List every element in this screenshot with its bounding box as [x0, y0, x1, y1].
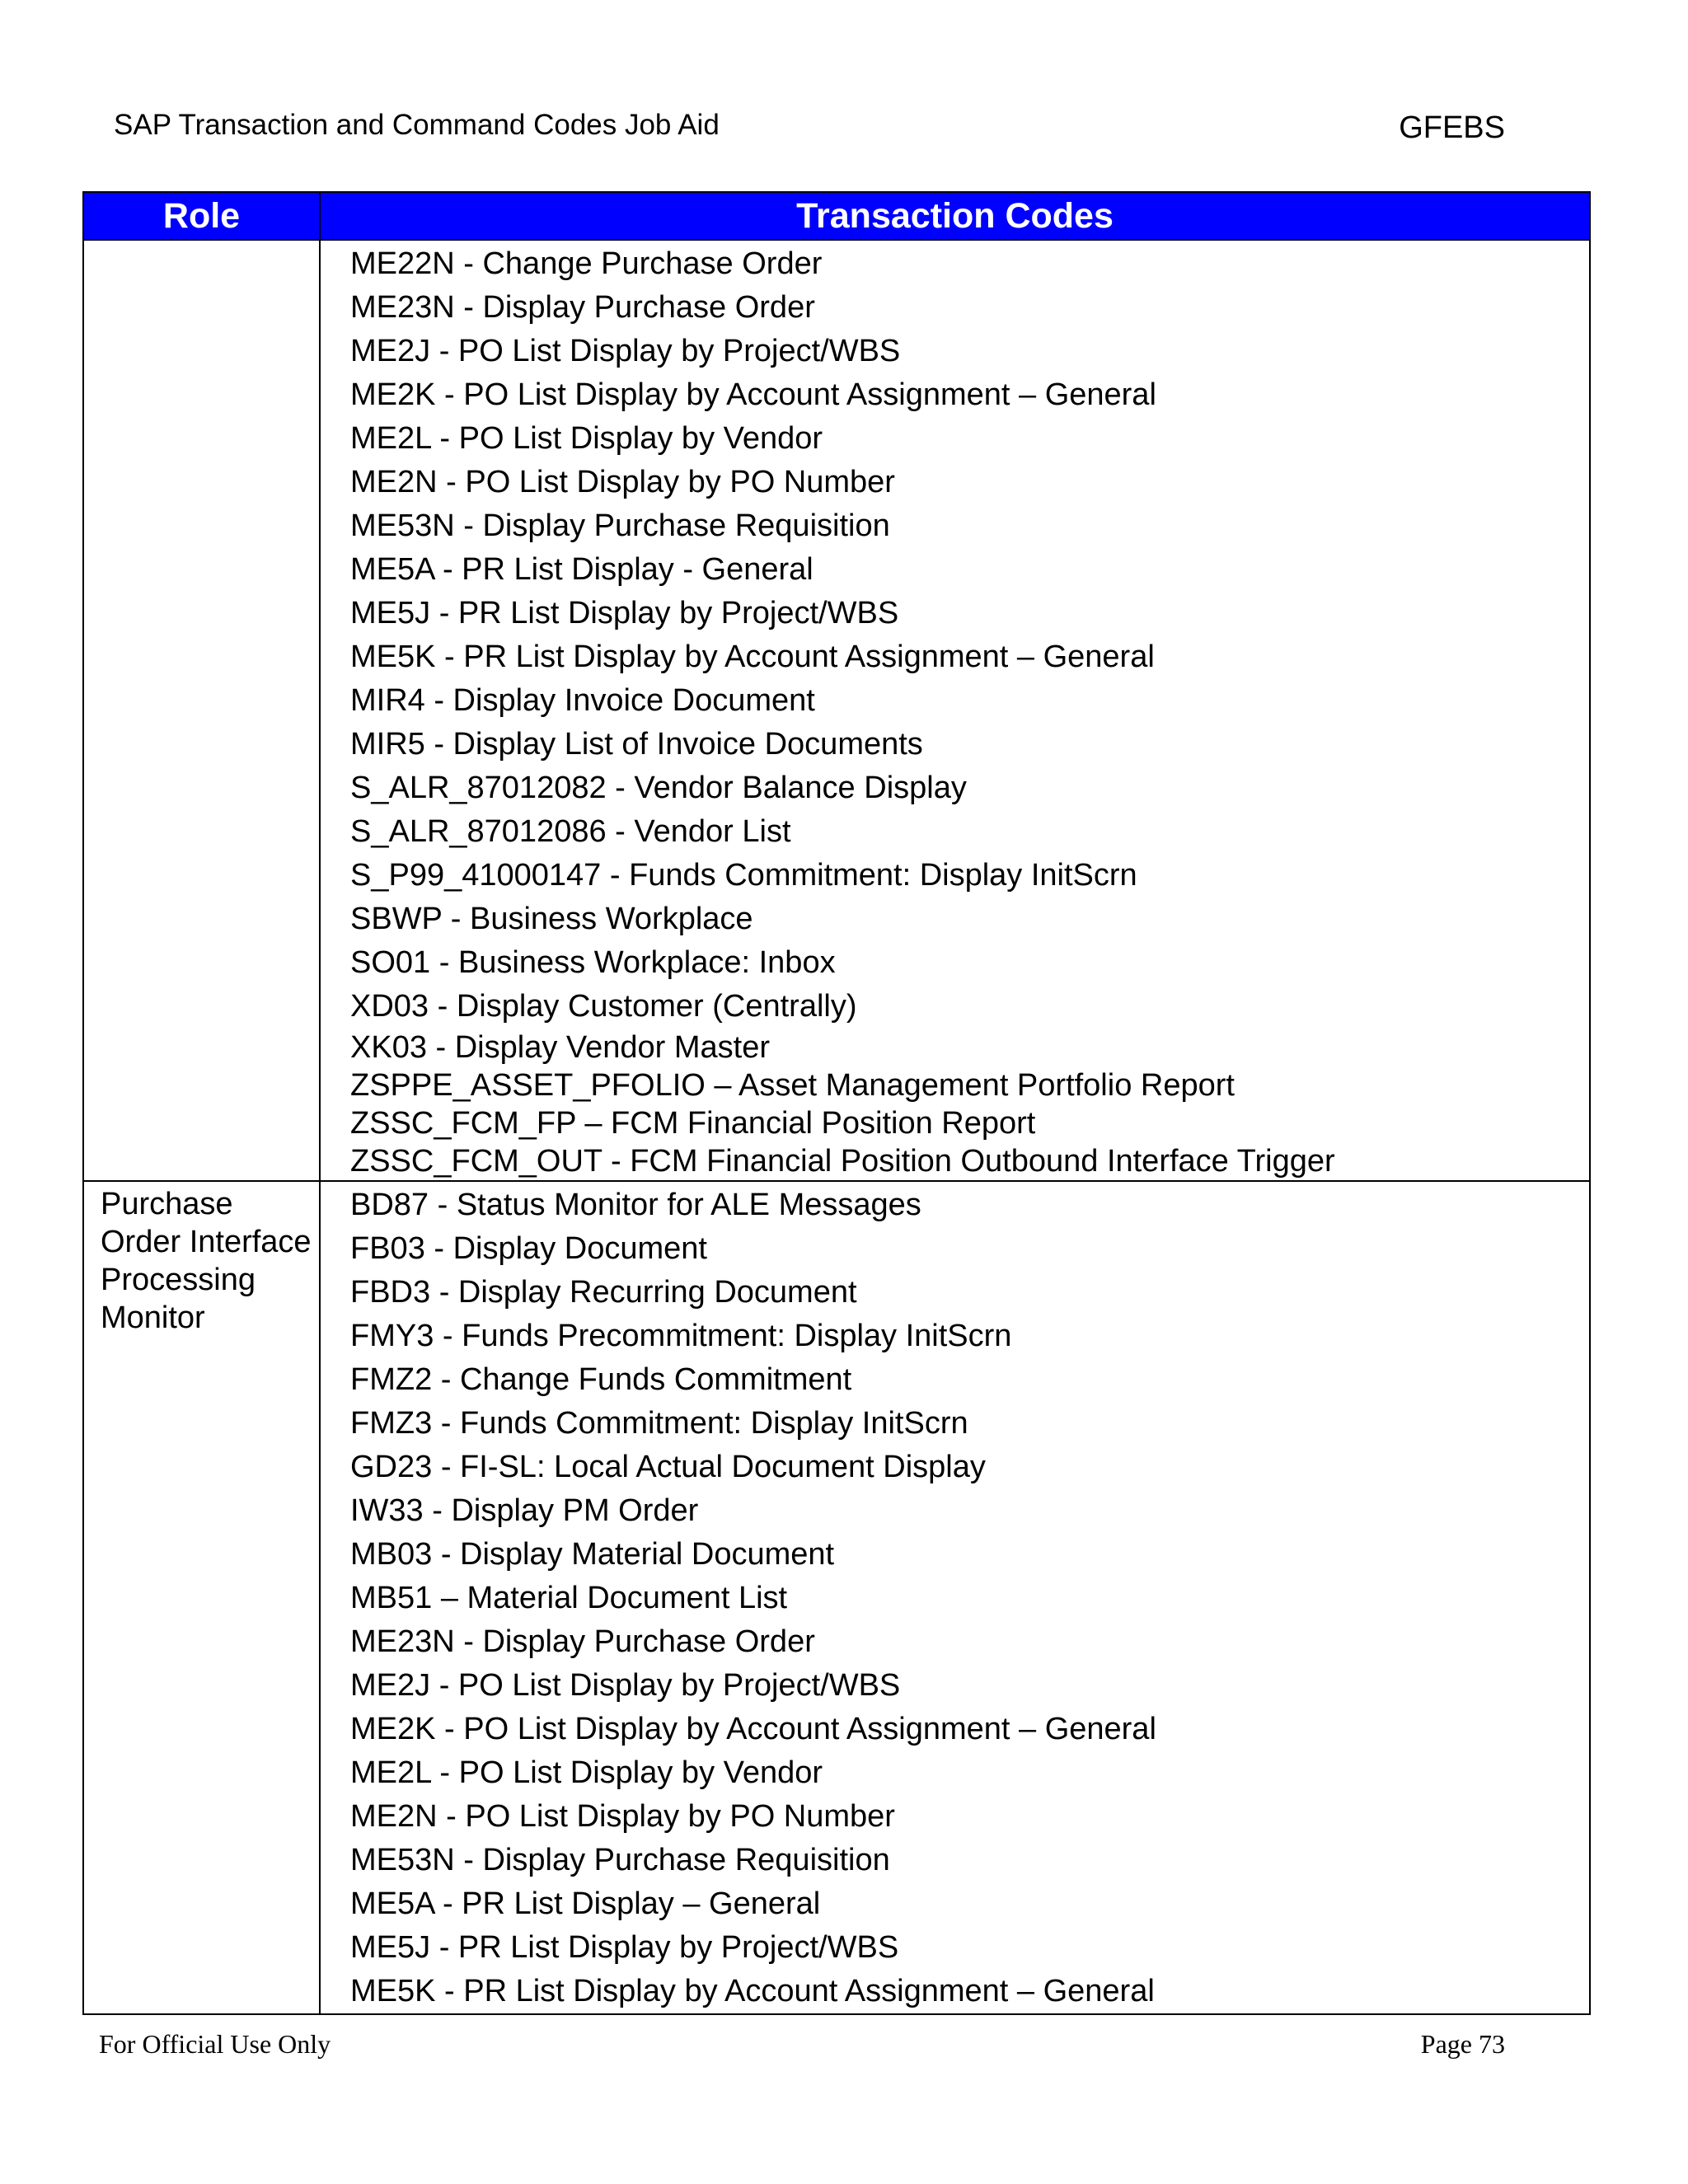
code-item: S_P99_41000147 - Funds Commitment: Display InitScrn — [350, 858, 1137, 893]
code-item: ME2L - PO List Display by Vendor — [350, 1755, 823, 1790]
code-item: ME5K - PR List Display by Account Assignment – General — [350, 640, 1155, 674]
code-item: MB51 – Material Document List — [350, 1581, 788, 1615]
transaction-codes-table — [82, 191, 1591, 2015]
code-item: ME5K - PR List Display by Account Assignment – General — [350, 1974, 1155, 2008]
page-header — [114, 105, 1505, 147]
code-item: FMZ2 - Change Funds Commitment — [350, 1362, 852, 1397]
code-item: S_ALR_87012082 - Vendor Balance Display — [350, 771, 967, 805]
code-item: ME5A - PR List Display - General — [350, 552, 814, 587]
code-item: GD23 - FI-SL: Local Actual Document Display — [350, 1450, 986, 1484]
code-item: ME2N - PO List Display by PO Number — [350, 465, 895, 499]
classification-label: For Official Use Only — [99, 2029, 331, 2059]
code-item: SBWP - Business Workplace — [350, 902, 753, 936]
code-item: ME2J - PO List Display by Project/WBS — [350, 1668, 901, 1703]
code-item: FB03 - Display Document — [350, 1231, 707, 1266]
code-item: MIR5 - Display List of Invoice Documents — [350, 727, 923, 762]
code-item: ZSSC_FCM_FP – FCM Financial Position Report — [350, 1106, 1036, 1141]
code-item: FMY3 - Funds Precommitment: Display InitScrn — [350, 1319, 1012, 1353]
code-item: MB03 - Display Material Document — [350, 1537, 835, 1572]
code-item: MIR4 - Display Invoice Document — [350, 683, 815, 718]
role-cell — [83, 240, 320, 1181]
code-item: ME53N - Display Purchase Requisition — [350, 1843, 890, 1877]
code-item: XK03 - Display Vendor Master — [350, 1030, 771, 1065]
code-item: XD03 - Display Customer (Centrally) — [350, 989, 857, 1024]
codes-cell — [320, 240, 1590, 1181]
role-column-header: Role — [83, 192, 320, 240]
code-item: ME23N - Display Purchase Order — [350, 1624, 815, 1659]
code-item: ME2L - PO List Display by Vendor — [350, 421, 823, 456]
code-item: S_ALR_87012086 - Vendor List — [350, 814, 791, 849]
code-item: FBD3 - Display Recurring Document — [350, 1275, 857, 1310]
code-item: ZSSC_FCM_OUT - FCM Financial Position Outbound Interface Trigger — [350, 1144, 1335, 1179]
code-item: ME5J - PR List Display by Project/WBS — [350, 596, 899, 630]
code-item: ME2N - PO List Display by PO Number — [350, 1799, 895, 1834]
code-item: ZSPPE_ASSET_PFOLIO – Asset Management Portfolio Report — [350, 1068, 1235, 1103]
role-cell: Purchase Order Interface Processing Monitor — [83, 1181, 320, 2014]
document-title: SAP Transaction and Command Codes Job Aid — [114, 109, 720, 141]
table-row — [83, 240, 1590, 1181]
code-item: ME22N - Change Purchase Order — [350, 246, 823, 281]
table-row — [83, 1181, 1590, 2014]
code-item: BD87 - Status Monitor for ALE Messages — [350, 1188, 921, 1222]
code-item: ME5J - PR List Display by Project/WBS — [350, 1930, 899, 1965]
code-item: FMZ3 - Funds Commitment: Display InitScrn — [350, 1406, 968, 1441]
transaction-codes-column-header: Transaction Codes — [320, 192, 1590, 240]
code-item: SO01 - Business Workplace: Inbox — [350, 945, 836, 980]
codes-cell — [320, 1181, 1590, 2014]
code-item: ME2J - PO List Display by Project/WBS — [350, 334, 901, 368]
code-item: ME23N - Display Purchase Order — [350, 290, 815, 325]
table-header-row — [83, 192, 1590, 240]
code-item: ME5A - PR List Display – General — [350, 1886, 821, 1921]
code-item: IW33 - Display PM Order — [350, 1493, 699, 1528]
code-item: ME53N - Display Purchase Requisition — [350, 509, 890, 543]
page-number: Page 73 — [1420, 2029, 1505, 2059]
code-item: ME2K - PO List Display by Account Assignment – General — [350, 1712, 1156, 1746]
code-item: ME2K - PO List Display by Account Assignment – General — [350, 377, 1156, 412]
organization-code: GFEBS — [1399, 110, 1505, 145]
